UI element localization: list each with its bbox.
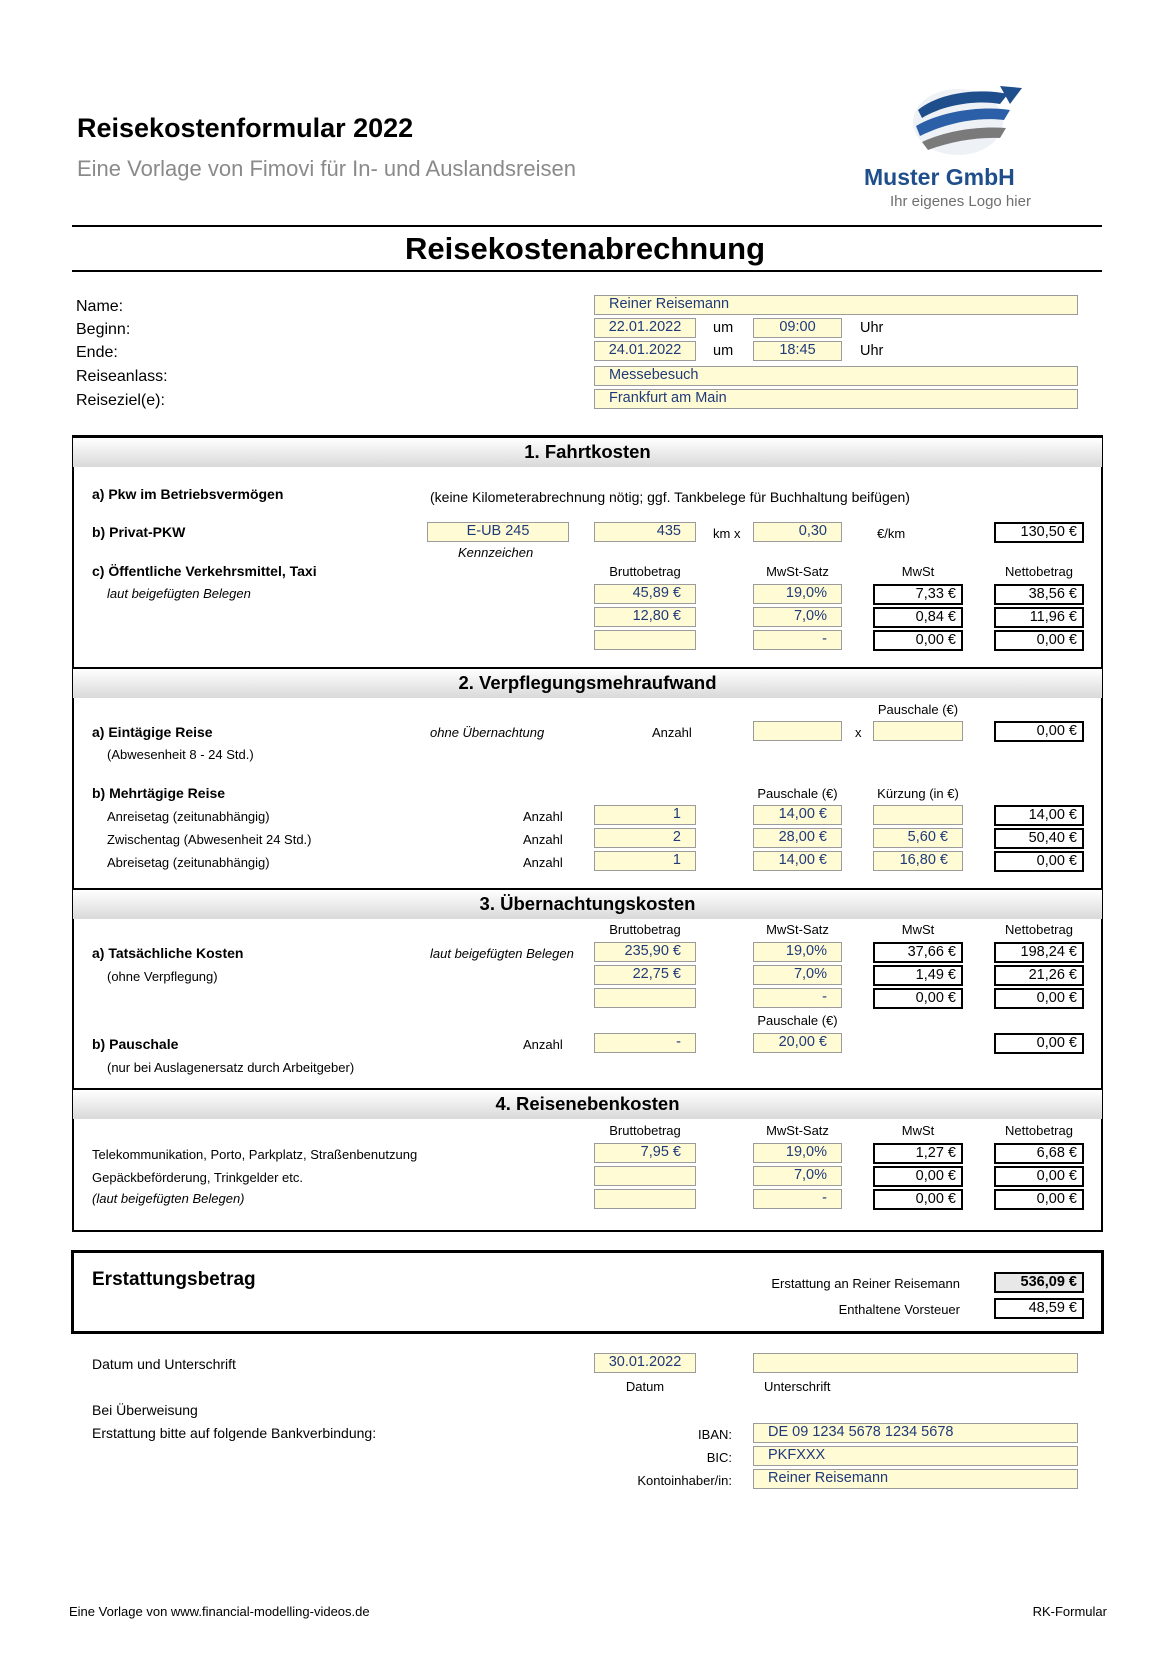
s2-row1-anzahl[interactable]: 1 <box>594 805 696 825</box>
km-x-label: km x <box>713 526 741 541</box>
s1-row2-satz[interactable]: 7,0% <box>753 607 842 627</box>
rate-unit-label: €/km <box>877 526 906 541</box>
s1-row1-satz[interactable]: 19,0% <box>753 584 842 604</box>
s4-row2-satz[interactable]: 7,0% <box>753 1166 842 1186</box>
s1-head-satz: MwSt-Satz <box>766 564 829 579</box>
s3-row3-mwst: 0,00 € <box>873 988 963 1009</box>
s2-row2-anzahl-label: Anzahl <box>523 832 563 847</box>
s3-row1-netto: 198,24 € <box>994 942 1084 963</box>
section-4-header: 4. Reisenebenkosten <box>73 1088 1102 1119</box>
s2-a-label: a) Eintägige Reise <box>92 724 213 740</box>
s1-head-mwst: MwSt <box>901 564 935 579</box>
s2-row2-pauschale[interactable]: 28,00 € <box>753 828 842 848</box>
iban-label: IBAN: <box>698 1427 732 1442</box>
s1-row1-netto: 38,56 € <box>994 584 1084 605</box>
holder-field[interactable]: Reiner Reisemann <box>753 1469 1078 1489</box>
s3-a-label: a) Tatsächliche Kosten <box>92 945 244 961</box>
s2-row3-pauschale[interactable]: 14,00 € <box>753 851 842 871</box>
s3-row3-satz[interactable]: - <box>753 988 842 1008</box>
signature-label: Datum und Unterschrift <box>92 1356 236 1372</box>
destination-label: Reiseziel(e): <box>76 392 165 409</box>
main-title: Reisekostenabrechnung <box>404 231 766 266</box>
sign-date-field[interactable]: 30.01.2022 <box>594 1353 696 1373</box>
date-caption: Datum <box>625 1379 665 1394</box>
s2-row1-pauschale[interactable]: 14,00 € <box>753 805 842 825</box>
s1-a-note: (keine Kilometerabrechnung nötig; ggf. Tankbelege für Buchhaltung beifügen) <box>430 489 910 505</box>
s4-row3-netto: 0,00 € <box>994 1189 1084 1210</box>
s2-a-total: 0,00 € <box>994 721 1084 742</box>
footer-right: RK-Formular <box>1032 1604 1107 1619</box>
s3-head-pauschale: Pauschale (€) <box>757 1013 838 1028</box>
destination-field[interactable]: Frankfurt am Main <box>594 389 1078 409</box>
s2-row1-anzahl-label: Anzahl <box>523 809 563 824</box>
bic-label: BIC: <box>706 1450 732 1465</box>
s2-row1-kuerzung[interactable] <box>873 805 963 825</box>
s4-row1-brutto[interactable]: 7,95 € <box>594 1143 696 1163</box>
s3-a-sub: (ohne Verpflegung) <box>107 969 218 984</box>
s2-row2-total: 50,40 € <box>994 828 1084 849</box>
s4-row3-satz[interactable]: - <box>753 1189 842 1209</box>
s3-b-label: b) Pauschale <box>92 1036 179 1052</box>
s2-a-sub: (Abwesenheit 8 - 24 Std.) <box>107 747 254 762</box>
section-2-header: 2. Verpflegungsmehraufwand <box>73 667 1102 698</box>
vat-amount: 48,59 € <box>994 1298 1084 1319</box>
s3-head-satz: MwSt-Satz <box>766 922 829 937</box>
vat-label: Enthaltene Vorsteuer <box>838 1302 960 1317</box>
refund-label: Erstattung an Reiner Reisemann <box>771 1276 960 1291</box>
refund-box <box>71 1250 1104 1334</box>
s2-head-pauschale: Pauschale (€) <box>757 786 838 801</box>
s4-row2-brutto[interactable] <box>594 1166 696 1186</box>
s1-a-label: a) Pkw im Betriebsvermögen <box>92 486 284 502</box>
s4-line1: Telekommunikation, Porto, Parkplatz, Straßenbenutzung <box>92 1147 418 1162</box>
begin-date-field[interactable]: 22.01.2022 <box>594 318 696 338</box>
s3-row2-brutto[interactable]: 22,75 € <box>594 965 696 985</box>
globe-arrow-icon <box>860 80 1060 160</box>
s2-row1-label: Anreisetag (zeitunabhängig) <box>107 809 270 824</box>
section-3-header: 3. Übernachtungskosten <box>73 888 1102 919</box>
s3-row3-netto: 0,00 € <box>994 988 1084 1009</box>
s3-row3-brutto[interactable] <box>594 988 696 1008</box>
s3-a-note: laut beigefügten Belegen <box>430 946 574 961</box>
s3-head-mwst: MwSt <box>901 922 935 937</box>
s3-b-pauschale[interactable]: 20,00 € <box>753 1033 842 1053</box>
bic-field[interactable]: PKFXXX <box>753 1446 1078 1466</box>
s1-b-label: b) Privat-PKW <box>92 524 186 540</box>
s2-row3-kuerzung[interactable]: 16,80 € <box>873 851 963 871</box>
s3-head-netto: Nettobetrag <box>1005 922 1073 937</box>
s4-row1-netto: 6,68 € <box>994 1143 1084 1164</box>
end-date-field[interactable]: 24.01.2022 <box>594 341 696 361</box>
reason-field[interactable]: Messebesuch <box>594 366 1078 386</box>
section-1-header: 1. Fahrtkosten <box>73 436 1102 467</box>
s2-row3-anzahl-label: Anzahl <box>523 855 563 870</box>
end-uhr-label: Uhr <box>860 343 884 359</box>
refund-amount: 536,09 € <box>994 1272 1084 1293</box>
s1-b-total: 130,50 € <box>994 522 1084 543</box>
s1-row3-mwst: 0,00 € <box>873 630 963 651</box>
form-title: Reisekostenformular 2022 <box>77 113 414 143</box>
name-field[interactable]: Reiner Reisemann <box>594 295 1078 315</box>
s2-a-anzahl-field[interactable] <box>753 721 842 741</box>
s2-row2-label: Zwischentag (Abwesenheit 24 Std.) <box>107 832 312 847</box>
s4-row1-satz[interactable]: 19,0% <box>753 1143 842 1163</box>
s1-row3-satz[interactable]: - <box>753 630 842 650</box>
header-divider <box>72 225 1102 227</box>
logo-tagline: Ihr eigenes Logo hier <box>890 193 1031 210</box>
begin-label: Beginn: <box>76 321 131 338</box>
s1-row2-netto: 11,96 € <box>994 607 1084 628</box>
s2-a-pauschale-field[interactable] <box>873 721 963 741</box>
s1-row3-netto: 0,00 € <box>994 630 1084 651</box>
end-um-label: um <box>713 343 734 359</box>
s4-row2-netto: 0,00 € <box>994 1166 1084 1187</box>
s4-row1-mwst: 1,27 € <box>873 1143 963 1164</box>
s4-head-netto: Nettobetrag <box>1005 1123 1073 1138</box>
end-time-field[interactable]: 18:45 <box>753 341 842 361</box>
begin-uhr-label: Uhr <box>860 320 884 336</box>
s3-b-anzahl-label: Anzahl <box>523 1037 563 1052</box>
s2-a-anzahl-label: Anzahl <box>652 725 692 740</box>
s3-head-brutto: Bruttobetrag <box>609 922 681 937</box>
bank-line1: Bei Überweisung <box>92 1402 198 1418</box>
company-logo <box>860 80 1060 215</box>
s1-row2-brutto[interactable]: 12,80 € <box>594 607 696 627</box>
s3-row2-netto: 21,26 € <box>994 965 1084 986</box>
s2-row3-label: Abreisetag (zeitunabhängig) <box>107 855 270 870</box>
s4-row3-brutto[interactable] <box>594 1189 696 1209</box>
plate-field[interactable]: E-UB 245 <box>427 522 569 542</box>
begin-um-label: um <box>713 320 734 336</box>
s1-row3-brutto[interactable] <box>594 630 696 650</box>
s4-line2: Gepäckbeförderung, Trinkgelder etc. <box>92 1170 304 1185</box>
s3-b-total: 0,00 € <box>994 1033 1084 1054</box>
bank-line2: Erstattung bitte auf folgende Bankverbindung: <box>92 1425 377 1441</box>
holder-label: Kontoinhaber/in: <box>637 1473 732 1488</box>
s2-row2-kuerzung[interactable]: 5,60 € <box>873 828 963 848</box>
s3-b-sub: (nur bei Auslagenersatz durch Arbeitgeber) <box>107 1060 355 1075</box>
s1-row1-mwst: 7,33 € <box>873 584 963 605</box>
s4-line3: (laut beigefügten Belegen) <box>92 1191 245 1206</box>
s2-a-x-label: x <box>855 725 862 740</box>
s2-a-note: ohne Übernachtung <box>430 725 545 740</box>
s3-b-anzahl[interactable]: - <box>594 1033 696 1053</box>
s2-row1-total: 14,00 € <box>994 805 1084 826</box>
s3-row2-satz[interactable]: 7,0% <box>753 965 842 985</box>
s4-head-mwst: MwSt <box>901 1123 935 1138</box>
s3-row1-brutto[interactable]: 235,90 € <box>594 942 696 962</box>
s3-row1-satz[interactable]: 19,0% <box>753 942 842 962</box>
s2-row3-total: 0,00 € <box>994 851 1084 872</box>
s1-c-note: laut beigefügten Belegen <box>107 586 251 601</box>
iban-field[interactable]: DE 09 1234 5678 1234 5678 <box>753 1423 1078 1443</box>
s1-c-label: c) Öffentliche Verkehrsmittel, Taxi <box>92 563 317 579</box>
s4-row3-mwst: 0,00 € <box>873 1189 963 1210</box>
name-label: Name: <box>76 298 124 315</box>
footer-left: Eine Vorlage von www.financial-modelling-videos.de <box>69 1604 370 1619</box>
km-field[interactable]: 435 <box>594 522 696 542</box>
s2-row3-anzahl[interactable]: 1 <box>594 851 696 871</box>
s1-row2-mwst: 0,84 € <box>873 607 963 628</box>
signature-caption: Unterschrift <box>764 1379 831 1394</box>
s3-row2-mwst: 1,49 € <box>873 965 963 986</box>
logo-name: Muster GmbH <box>864 164 1015 190</box>
refund-title: Erstattungsbetrag <box>92 1269 256 1290</box>
signature-field[interactable] <box>753 1353 1078 1373</box>
s3-row1-mwst: 37,66 € <box>873 942 963 963</box>
s2-row2-anzahl[interactable]: 2 <box>594 828 696 848</box>
s1-head-brutto: Bruttobetrag <box>609 564 681 579</box>
s4-head-satz: MwSt-Satz <box>766 1123 829 1138</box>
begin-time-field[interactable]: 09:00 <box>753 318 842 338</box>
s1-row1-brutto[interactable]: 45,89 € <box>594 584 696 604</box>
s2-b-label: b) Mehrtägige Reise <box>92 785 226 801</box>
s4-head-brutto: Bruttobetrag <box>609 1123 681 1138</box>
reason-label: Reiseanlass: <box>76 368 168 385</box>
plate-caption: Kennzeichen <box>458 545 534 560</box>
s2-pauschale-head: Pauschale (€) <box>877 702 959 717</box>
title-divider <box>72 270 1102 272</box>
s2-head-kuerzung: Kürzung (in €) <box>877 786 959 801</box>
rate-field[interactable]: 0,30 <box>753 522 842 542</box>
end-label: Ende: <box>76 344 118 361</box>
form-subtitle: Eine Vorlage von Fimovi für In- und Auslandsreisen <box>77 156 576 181</box>
s4-row2-mwst: 0,00 € <box>873 1166 963 1187</box>
s1-head-netto: Nettobetrag <box>1005 564 1073 579</box>
